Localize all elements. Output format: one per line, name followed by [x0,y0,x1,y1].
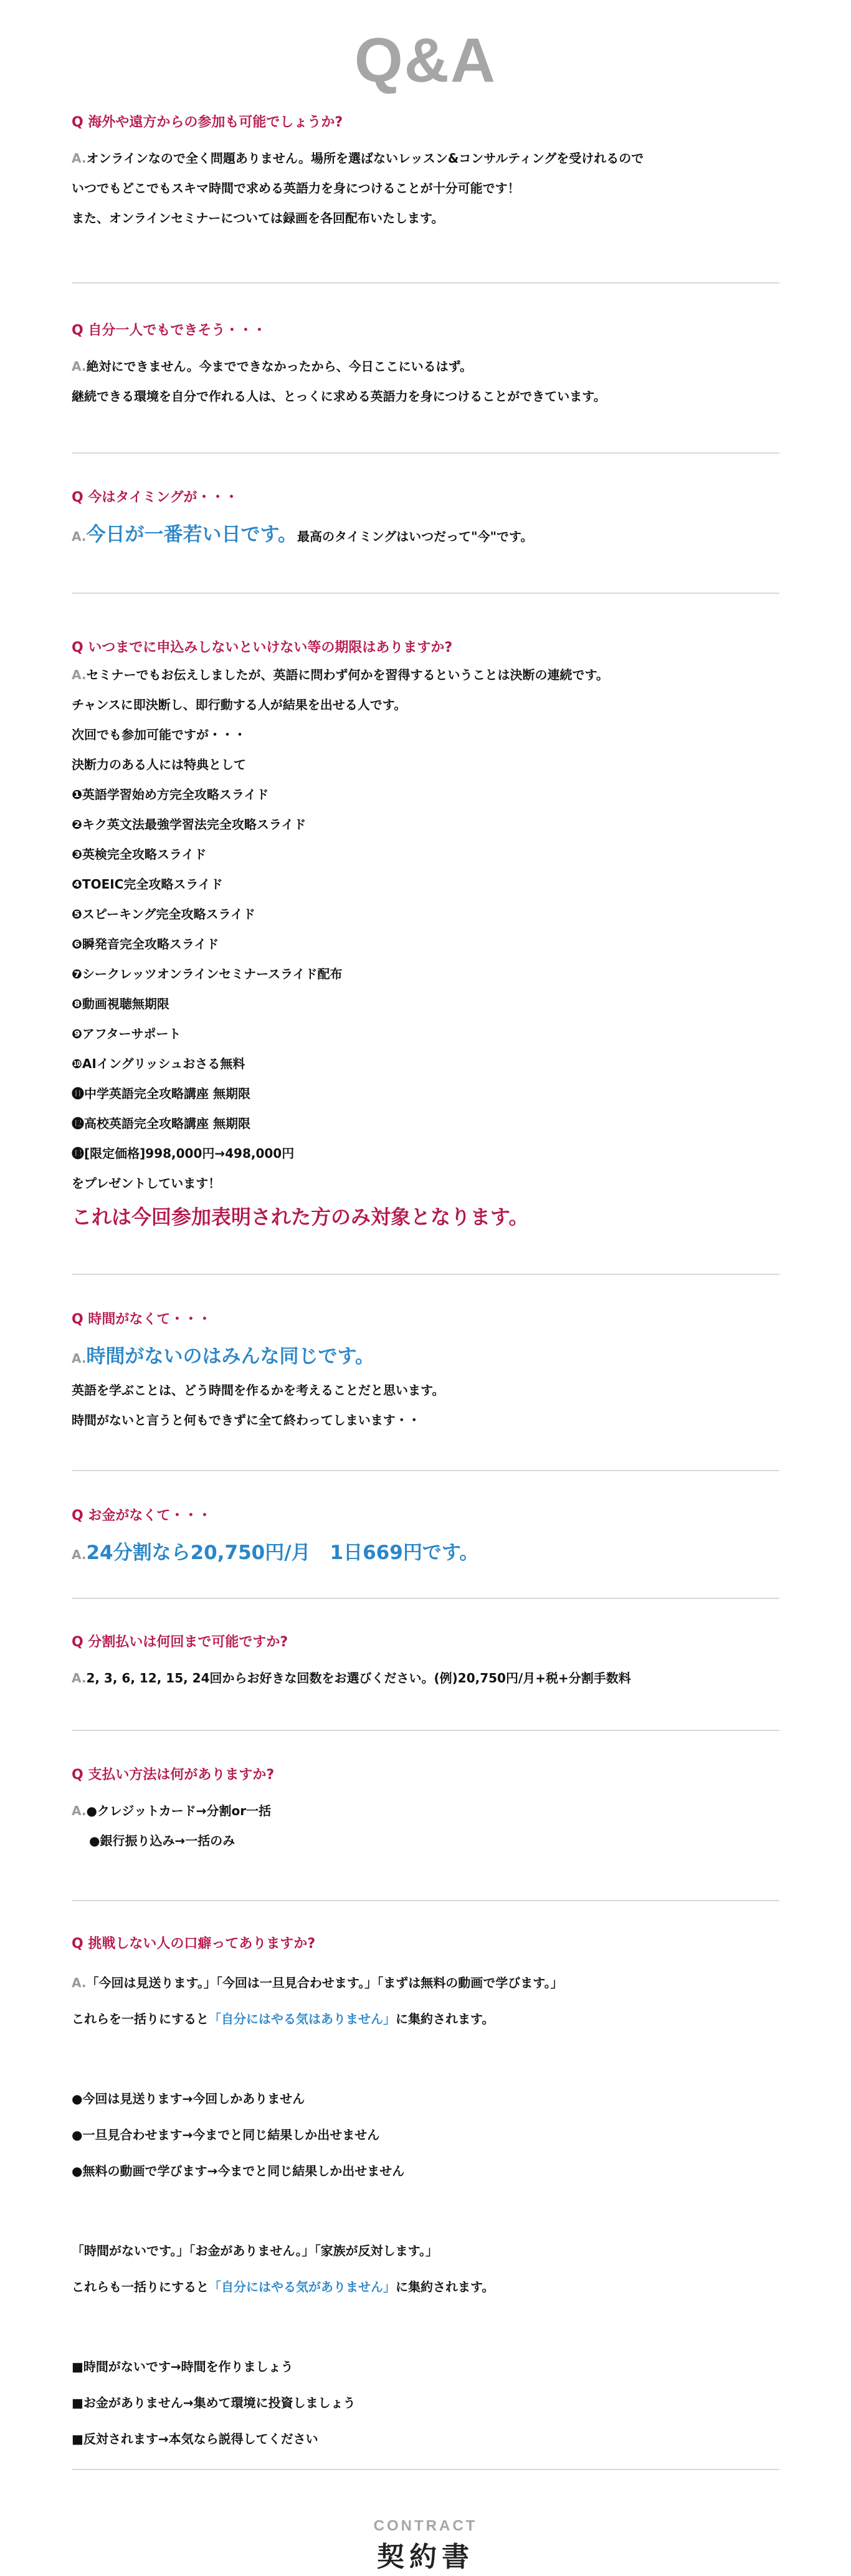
qa-item-deadline [72,636,779,1236]
contract-subtitle: CONTRACT [373,2517,478,2534]
summary-line: これらを一括りにすると「自分にはやる気はありません」に集約されます。 [72,2011,495,2026]
benefit-item: ❶英語学習始め方完全攻略スライド [72,787,269,802]
bullet-item: ●無料の動画で学びます→今までと同じ結果しか出せません [72,2163,405,2178]
answer-line: また、オンラインセミナーについては録画を各回配布いたします。 [72,211,444,226]
answer-line [72,351,779,381]
divider [72,1730,779,1731]
bullet-item: ■お金がありません→集めて環境に投資しましょう [72,2395,356,2410]
divider [72,1598,779,1599]
summary-highlight: 「自分にはやる気がありません」 [209,2279,396,2294]
benefit-item: ❹TOEIC完全攻略スライド [72,877,223,892]
answer-highlight: 時間がないのはみんな同じです。 [86,1345,374,1368]
answer-line [72,1796,779,1826]
answer-mark: A. [72,151,87,166]
answer-highlight: 24分割なら20,750円/月 1日669円です。 [86,1542,479,1564]
question: Q 今はタイミングが・・・ [72,490,239,505]
answer-line: 継続できる環境を自分で作れる人は、とっくに求める英語力を身につけることができています。 [72,389,606,404]
answer-mark: A. [72,359,87,374]
answer-line [72,1663,779,1693]
answer-mark: A. [72,1803,87,1818]
question: Q 分割払いは何回まで可能ですか? [72,1634,288,1650]
summary-line: これらも一括りにすると「自分にはやる気がありません」に集約されます。 [72,2279,495,2294]
answer-line: 決断力のある人には特典として [72,757,246,772]
question: Q 挑戦しない人の口癖ってありますか? [72,1936,316,1952]
answer-highlight: 今日が一番若い日です。 [86,523,297,546]
answer-mark: A. [72,1547,87,1562]
benefit-item: ❺スピーキング完全攻略スライド [72,907,255,922]
answer-line: 時間がないと言うと何もできずに全て終わってしまいます・・ [72,1413,421,1428]
question: Q 自分一人でもできそう・・・ [72,323,267,338]
answer-text: 最高のタイミングはいつだって"今"です。 [297,529,533,544]
bullet-item: ●今回は見送ります→今回しかありません [72,2091,305,2106]
question: Q 海外や遠方からの参加も可能でしょうか? [72,115,343,130]
benefit-item: ⓭[限定価格]998,000円→498,000円 [72,1146,295,1161]
answer-text: 絶対にできません。今までできなかったから、今日ここにいるはず。 [86,359,473,374]
answer-text: 「今回は見送ります。」「今回は一旦見合わせます。」「まずは無料の動画で学びます。」 [86,1975,563,1990]
benefit-item: ❸英検完全攻略スライド [72,847,207,862]
benefit-item: ❿AIイングリッシュおさる無料 [72,1056,245,1071]
answer-mark: A. [72,1975,87,1990]
bullet-item: ■時間がないです→時間を作りましょう [72,2359,293,2374]
qa-item-timing [72,486,779,553]
divider [72,1274,779,1275]
benefit-item: ❷キク英文法最強学習法完全攻略スライド [72,817,307,832]
qa-item-no-time [72,1308,779,1435]
answer-line [72,1965,779,2001]
payment-method: ●クレジットカード→分割or一括 [86,1803,272,1818]
answer-line: 「時間がないです。」「お金がありません。」「家族が反対します。」 [72,2243,438,2258]
answer-line: チャンスに即決断し、即行動する人が結果を出せる人です。 [72,697,407,712]
qa-item-self-study [72,319,779,411]
contract-title: 契約書 [377,2541,474,2573]
divider [72,593,779,594]
benefit-item: ❽動画視聴無期限 [72,996,169,1011]
benefit-item: ❾アフターサポート [72,1026,181,1041]
qa-item-installments [72,1631,779,1693]
payment-method: ●銀行振り込み→一括のみ [89,1833,235,1848]
answer-mark: A. [72,667,87,682]
benefit-item: ⓬高校英語完全攻略講座 無期限 [72,1116,250,1131]
emphasis-note: これは今回参加表明された方のみ対象となります。 [72,1205,529,1229]
divider [72,1900,779,1901]
question: Q 支払い方法は何がありますか? [72,1767,275,1783]
answer-line [72,1534,779,1572]
bullet-item: ●一旦見合わせます→今までと同じ結果しか出せません [72,2127,380,2142]
answer-line [72,516,779,553]
divider [72,1470,779,1471]
qa-item-overseas [72,111,779,233]
answer-text: 2, 3, 6, 12, 15, 24回からお好きな回数をお選びください。(例)20,750円/月+税+分割手数料 [86,1671,631,1686]
question: Q いつまでに申込みしないといけない等の期限はありますか? [72,640,453,656]
answer-mark: A. [72,1351,87,1366]
page-title: Q&A [354,26,497,95]
divider [72,282,779,284]
qa-item-excuses [72,1932,779,2457]
answer-line: いつでもどこでもスキマ時間で求める英語力を身につけることが十分可能です！ [72,181,520,196]
summary-highlight: 「自分にはやる気はありません」 [209,2011,396,2026]
answer-line: 次回でも参加可能ですが・・・ [72,727,246,742]
divider [72,2469,779,2470]
answer-line [72,143,779,173]
qa-item-no-money [72,1504,779,1572]
answer-line: 英語を学ぶことは、どう時間を作るかを考えることだと思います。 [72,1383,445,1398]
answer-text: オンラインなので全く問題ありません。場所を選ばないレッスン&コンサルティングを受けれるので [86,151,644,166]
answer-line [72,1338,779,1375]
question: Q お金がなくて・・・ [72,1508,212,1524]
divider [72,452,779,454]
benefit-item: ❻瞬発音完全攻略スライド [72,937,219,952]
question: Q 時間がなくて・・・ [72,1312,212,1327]
answer-line [72,660,779,690]
answer-line: をプレゼントしています！ [72,1176,221,1191]
qa-item-payment-methods [72,1763,779,1856]
benefit-item: ❼シークレッツオンラインセミナースライド配布 [72,966,343,981]
answer-mark: A. [72,529,87,544]
benefit-item: ⓫中学英語完全攻略講座 無期限 [72,1086,250,1101]
bullet-item: ■反対されます→本気なら説得してください [72,2431,318,2446]
answer-text: セミナーでもお伝えしましたが、英語に問わず何かを習得するということは決断の連続です。 [86,667,609,682]
answer-mark: A. [72,1671,87,1686]
